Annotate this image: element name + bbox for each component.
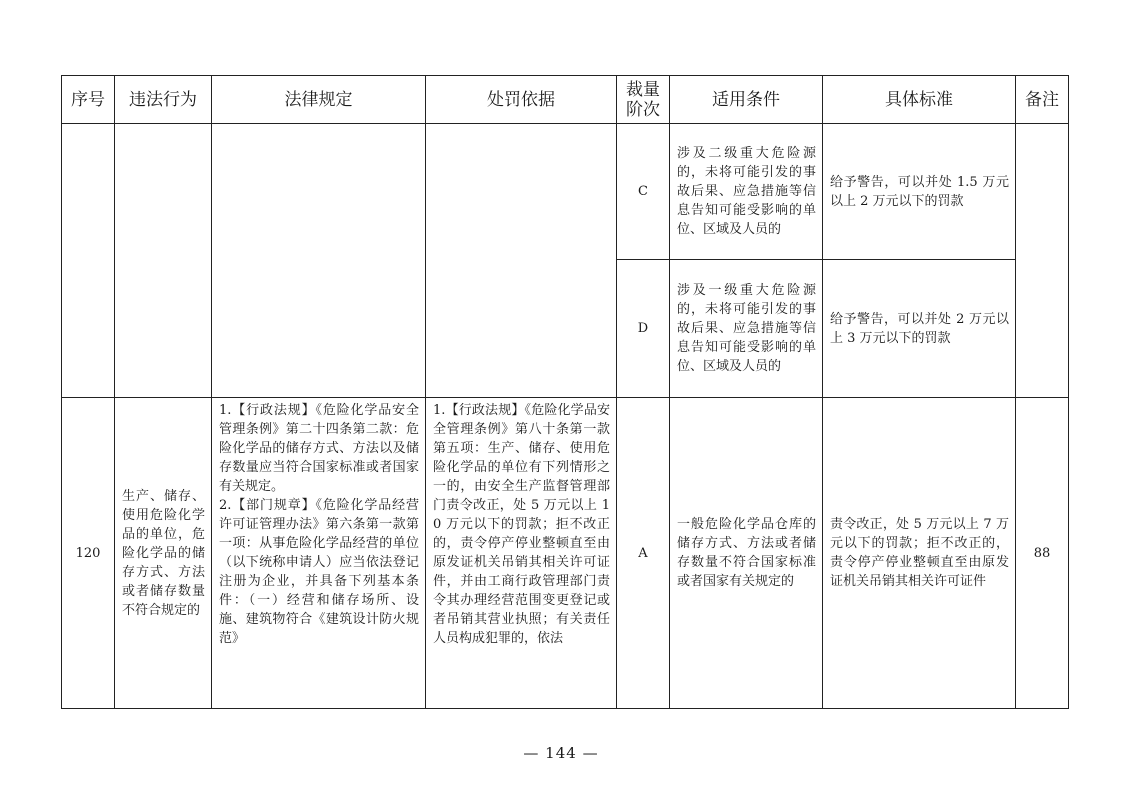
header-discretion-level: 裁量阶次 [617, 76, 670, 124]
cell-note-continued [1016, 124, 1069, 398]
cell-remarks: 88 [1016, 398, 1069, 709]
cell-law-continued [212, 124, 426, 398]
cell-level: D [617, 260, 670, 398]
cell-violation-continued [115, 124, 212, 398]
table-row [62, 124, 1069, 260]
header-penalty-basis: 处罚依据 [426, 76, 617, 124]
header-violation: 违法行为 [115, 76, 212, 124]
cell-condition: 涉及二级重大危险源的，未将可能引发的事故后果、应急措施等信息告知可能受影响的单位、区域及人员的 [670, 124, 823, 260]
penalty-discretion-table [61, 75, 1069, 709]
page-number: — 144 — [523, 744, 599, 762]
header-legal-provision: 法律规定 [212, 76, 426, 124]
header-row [62, 76, 1069, 124]
table-row [62, 398, 1069, 709]
cell-standard: 给予警告，可以并处 2 万元以上 3 万元以下的罚款 [823, 260, 1016, 398]
cell-basis-continued [426, 124, 617, 398]
cell-violation: 生产、储存、使用危险化学品的单位，危险化学品的储存方式、方法或者储存数量不符合规定的 [115, 398, 212, 709]
cell-standard: 给予警告，可以并处 1.5 万元以上 2 万元以下的罚款 [823, 124, 1016, 260]
cell-level: A [617, 398, 670, 709]
cell-standard: 责令改正，处 5 万元以上 7 万元以下的罚款；拒不改正的，责令停产停业整顿直至由原发证机关吊销其相关许可证件 [823, 398, 1016, 709]
cell-penalty-basis: 1.【行政法规】《危险化学品安全管理条例》第八十条第一款第五项：生产、储存、使用危险化学品的单位有下列情形之一的，由安全生产监督管理部门责令改正，处 5 万元以上 10 万元以下的罚款；拒不改正的，责令停产停业整顿直至由原发证机关吊销其相关许可证件，并由工商行政管理部门责令其办理经营范围变更登记或者吊销其营业执照；有关责任人员构成犯罪的，依法 [426, 398, 617, 709]
cell-condition: 一般危险化学品仓库的储存方式、方法或者储存数量不符合国家标准或者国家有关规定的 [670, 398, 823, 709]
header-seq: 序号 [62, 76, 115, 124]
header-applicable-condition: 适用条件 [670, 76, 823, 124]
cell-seq: 120 [62, 398, 115, 709]
cell-condition: 涉及一级重大危险源的，未将可能引发的事故后果、应急措施等信息告知可能受影响的单位、区域及人员的 [670, 260, 823, 398]
cell-legal-provision: 1.【行政法规】《危险化学品安全管理条例》第二十四条第二款：危险化学品的储存方式、方法以及储存数量应当符合国家标准或者国家有关规定。 2.【部门规章】《危险化学品经营许可证管理办法》第六条第一款第一项：从事危险化学品经营的单位（以下统称申请人）应当依法登记注册为企业，并具备下列基本条件：（一）经营和储存场所、设施、建筑物符合《建筑设计防火规范》 [212, 398, 426, 709]
header-remarks: 备注 [1016, 76, 1069, 124]
cell-seq-continued [62, 124, 115, 398]
cell-level: C [617, 124, 670, 260]
header-specific-standard: 具体标准 [823, 76, 1016, 124]
